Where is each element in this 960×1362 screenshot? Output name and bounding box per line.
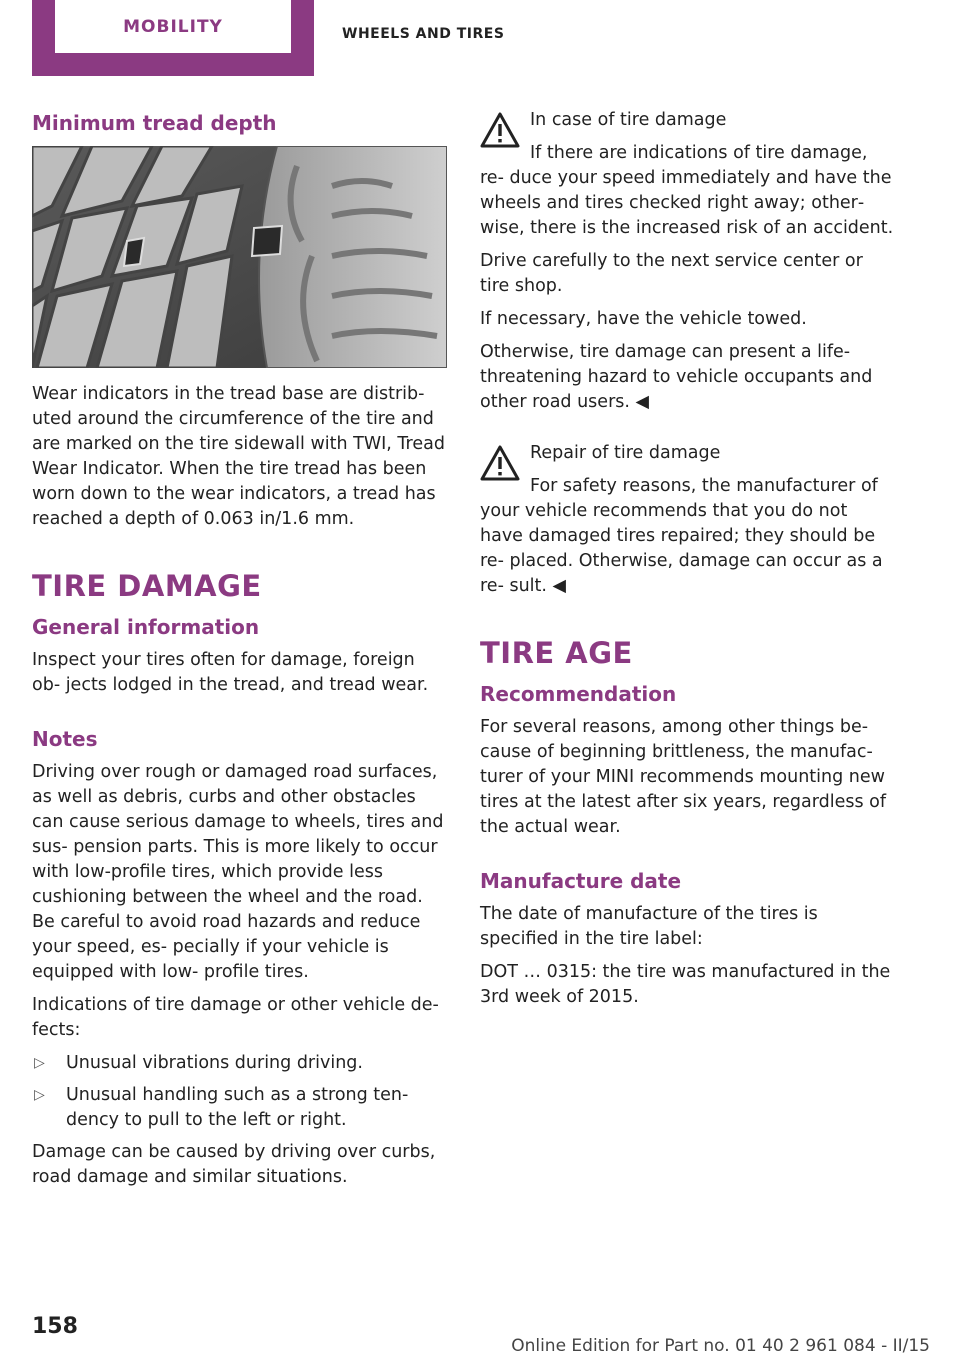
recommendation-text: For several reasons, among other things be‐ cause of beginning brittleness, the manufac‐ turer of your MINI recommends mounting new tires at the latest after six years, regardless of the actual wear. (480, 717, 887, 837)
tread-depth-text: Wear indicators in the tread base are distrib‐ uted around the circumference of the tire and are marked on the tire sidewall with TWI, Tread Wear Indicator. When the tire tread has been worn down to the wear indicators, a tread has reached a depth of 0.063 in/1.6 mm. (32, 384, 445, 529)
manufacture-date-heading: Manufacture date (480, 869, 682, 893)
indications-text: Indications of tire damage or other vehicle de‐ fects: (32, 995, 439, 1040)
warning-towed-text: If necessary, have the vehicle towed. (480, 309, 807, 329)
tire-age-heading: TIRE AGE (480, 636, 633, 670)
warning-tire-damage-title: In case of tire damage (530, 110, 727, 130)
warning-service-text: Drive carefully to the next service center or tire shop. (480, 251, 863, 296)
warning-tire-damage (480, 108, 895, 415)
manufacture-date-text: The date of manufacture of the tires is specified in the tire label: (480, 904, 818, 949)
notes-heading: Notes (32, 727, 98, 751)
warning-hazard-text: Otherwise, tire damage can present a life- threatening hazard to vehicle occupants and other road users. ◀ (480, 342, 873, 412)
general-information-heading: General information (32, 615, 260, 639)
tire-damage-heading: TIRE DAMAGE (32, 569, 262, 603)
page-number: 158 (32, 1314, 78, 1339)
header-section-tab-inner (55, 0, 291, 53)
triangle-bullet-icon: ▷ (34, 1055, 45, 1071)
left-column (32, 108, 447, 1198)
damage-indications-list (32, 1051, 447, 1133)
list-item: ▷ Unusual vibrations during driving. (32, 1051, 447, 1076)
warning-repair-damage (480, 441, 895, 599)
recommendation-heading: Recommendation (480, 682, 677, 706)
warning-triangle-icon (480, 112, 520, 148)
warning-repair-text: For safety reasons, the manufacturer of your vehicle recommends that you do not have damaged tires repaired; they should be re‐ placed. Otherwise, damage can occur as a re‐ sult. ◀ (480, 476, 883, 596)
header-section-tab (32, 0, 314, 76)
tread-depth-heading: Minimum tread depth (32, 111, 277, 135)
warning-repair-title: Repair of tire damage (530, 443, 721, 463)
general-information-text: Inspect your tires often for damage, foreign ob‐ jects lodged in the tread, and tread wear. (32, 650, 429, 695)
header-section-label: MOBILITY (123, 16, 223, 37)
warning-triangle-icon (480, 445, 520, 481)
warning-tire-damage-text: If there are indications of tire damage, re‐ duce your speed immediately and have the wheels and tires checked right away; other‐ wise, there is the increased risk of an accident. (480, 143, 894, 238)
header-chapter-label: WHEELS AND TIRES (342, 26, 505, 42)
notes-text: Driving over rough or damaged road surfaces, as well as debris, curbs and other obstacles can cause serious damage to wheels, tires and sus‐ pension parts. This is more likely to occur with low-profile tires, which provide less cushioning between the wheel and the road. Be careful to avoid road hazards and reduce your speed, es‐ pecially if your vehicle is equipped with low- profile tires. (32, 762, 444, 982)
triangle-bullet-icon: ▷ (34, 1087, 45, 1103)
right-column (480, 108, 895, 1018)
tread-wear-indicator-image (32, 146, 447, 368)
list-item: ▷ Unusual handling such as a strong ten‐ dency to pull to the left or right. (34, 1085, 409, 1130)
edition-footer: Online Edition for Part no. 01 40 2 961 084 - II/15 (511, 1336, 930, 1356)
damage-causes-text: Damage can be caused by driving over curbs, road damage and similar situations. (32, 1142, 436, 1187)
dot-code-text: DOT … 0315: the tire was manufactured in the 3rd week of 2015. (480, 962, 891, 1007)
